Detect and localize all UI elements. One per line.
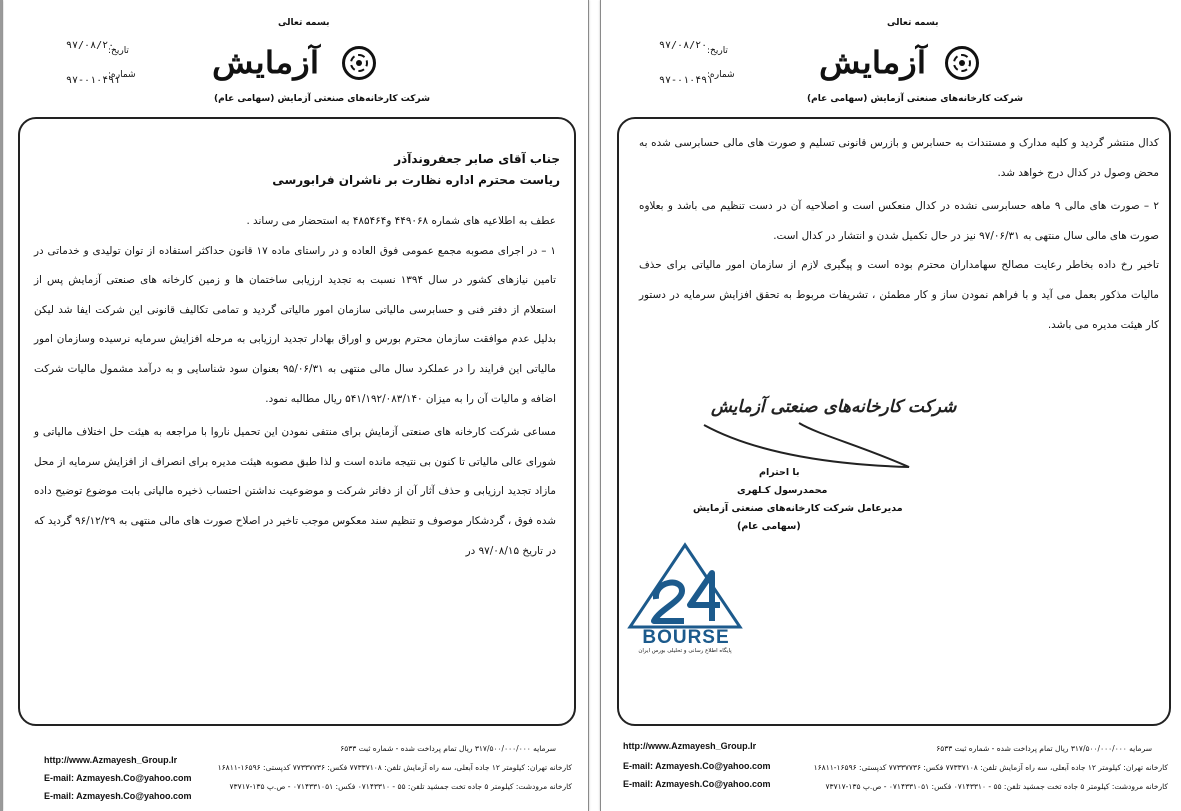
addressee-block — [40, 149, 560, 191]
letter-page-1 — [4, 0, 589, 811]
letter-body-text — [639, 129, 1159, 340]
footer-capital: سرمایه ۳۱۷/۵۰۰/۰۰۰/۰۰۰ ریال تمام پرداخت شده - شماره ثبت ۶۵۳۳ — [936, 744, 1152, 753]
company-type: (سهامی عام) — [737, 521, 801, 532]
addressee-title: ریاست محترم اداره نظارت بر ناشران فرابورسی — [272, 173, 560, 187]
letter-page-2 — [600, 0, 1181, 811]
footer-email-link-2[interactable]: E-mail: Azmayesh.Co@yahoo.com — [623, 779, 771, 789]
footer-website-link[interactable]: http://www.Azmayesh_Group.Ir — [623, 741, 757, 751]
paragraph-efforts: مساعی شرکت کارخانه های صنعتی آزمایش برای منتفی نمودن این تحمیل ناروا با مراجعه به هیئت حل اختلاف مالیاتی و شورای عالی مالیاتی تا کنون بی نتیجه مانده است و لذا طبق مصوبه هیئت مدیره برای انصراف از افزایش سرمایه از محل مازاد تجدید ارزیابی و حذف آثار آن از دفاتر شرکت و موضوعیت نداشتن احتساب ذخیره مالیاتی بابت موضوع توضیح داده شده فوق ، گردشکار موصوف و تنظیم سند معکوس موجب تاخیر در اصلاح صورت های مالی منتهی به ۹۶/۱۲/۲۹ گردید که در تاریخ ۹۷/۰۸/۱۵ در — [34, 426, 556, 557]
letter-body-frame — [18, 117, 576, 726]
paragraph-delay: تاخیر رخ داده بخاطر رعایت مصالح سهامداران محترم بوده است و پیگیری لازم از سازمان امور مالیاتی برای حذف مالیات مذکور بعمل می آید و با فراهم نمودن ساز و کار مطمئن ، تشریفات مربوط به تحقق افزایش سرمایه در دستور کار هیئت مدیره می باشد. — [639, 259, 1159, 331]
signatory-name: محمدرسول کـلهری — [737, 485, 828, 496]
date-label: تاریخ: — [707, 46, 728, 56]
footer-capital: سرمایه ۳۱۷/۵۰۰/۰۰۰/۰۰۰ ریال تمام پرداخت شده - شماره ثبت ۶۵۳۳ — [340, 744, 556, 753]
footer-factory-marvdasht: کارخانه مرودشت: کیلومتر ۵ جاده تخت جمشید تلفن: ۵۵ - ۰۷۱۴۳۳۱۰ فکس: ۰۷۱۴۳۳۱۰۵۱ - ص.پ ۱۳۵-۷۳۷۱۷ — [825, 782, 1168, 791]
company-subtitle: شرکت کارخانه‌های صنعتی آزمایش (سهامی عام) — [807, 94, 1023, 104]
number-value: ۹۷-۰۱۰۴۹۱ — [659, 75, 714, 86]
paragraph-item-1: ۱ – در اجرای مصوبه مجمع عمومی فوق العاده و در راستای ماده ۱۷ قانون حداکثر استفاده از توان تولیدی و خدماتی در تامین نیازهای کشور در سال ۱۳۹۴ نسبت به تجدید ارزیابی ساختمان ها و زمین کارخانه های صنعتی آزمایش پس از استعلام از دفتر فنی و حسابرسی مالیاتی سازمان امور مالیاتی گردید و تمامی تکالیف قانونی این شرکت ایفا شد لیکن بدلیل عدم موافقت سازمان محترم بورس و اوراق بهادار تجدید ارزیابی به مرحله افزایش سرمایه نرسیده وسازمان امور مالیاتی این فرایند را در عملکرد سال مالی منتهی به ۹۵/۰۶/۳۱ بعنوان سود شناسایی و به درآمد مشمول مالیات شرکت اضافه و مالیات آن را به میزان ۵۴۱/۱۹۲/۰۸۳/۱۴۰ ریال مطالبه نمود. — [34, 244, 556, 405]
company-seal-icon — [945, 46, 979, 80]
bourse-brand-text: BOURSE — [642, 627, 730, 648]
company-stamp-signature: شرکت کارخانه‌های صنعتی آزمایش — [711, 397, 957, 417]
company-logo-wordmark: آزمایش — [212, 45, 320, 81]
signatory-title: مدیرعامل شرکت کارخانه‌های صنعتی آزمایش — [693, 503, 903, 514]
footer-website-link[interactable]: http://www.Azmayesh_Group.Ir — [44, 755, 178, 765]
paragraph-reference: عطف به اطلاعیه های شماره ۴۴۹۰۶۸ و۴۸۵۴۶۴ به استحضار می رساند . — [246, 215, 556, 227]
paragraph-item-2: ۲ – صورت های مالی ۹ ماهه حسابرسی نشده در کدال منعکس است و اصلاحیه آن در دست تنظیم می باشد و بعلاوه صورت های مالی سال منتهی به ۹۷/۰۶/۳۱ نیز در حال تکمیل شدن و انتشار در کدال است. — [639, 200, 1159, 242]
closing-regards: با احترام — [759, 467, 800, 478]
footer-email-link[interactable]: E-mail: Azmayesh.Co@yahoo.com — [623, 761, 771, 771]
footer-factory-tehran: کارخانه تهران: کیلومتر ۱۲ جاده آبعلی، سه راه آزمایش تلفن: ۷۷۳۳۷۱۰۸ فکس: ۷۷۳۳۷۷۳۶ کدپستی: ۱۶۵۹۶-۱۶۸۱۱ — [813, 763, 1168, 772]
company-logo-wordmark: آزمایش — [819, 45, 927, 81]
footer-email-link-2[interactable]: E-mail: Azmayesh.Co@yahoo.com — [44, 791, 192, 801]
number-value: ۹۷-۰۱۰۴۹۱ — [66, 75, 121, 86]
signature-stroke-icon — [699, 415, 919, 475]
bourse-tagline: پایگاه اطلاع رسانی و تحلیلی بورس ایران — [638, 648, 732, 654]
number-label: شماره: — [707, 70, 735, 80]
viewer-edge — [0, 0, 3, 811]
bismillah-header: بسمه تعالی — [887, 18, 939, 28]
date-label: تاریخ: — [108, 46, 129, 56]
bourse24-logo-icon — [620, 537, 750, 629]
footer-email-link[interactable]: E-mail: Azmayesh.Co@yahoo.com — [44, 773, 192, 783]
number-label: شماره: — [108, 70, 136, 80]
letter-body-text — [34, 207, 556, 566]
date-value: ۹۷/۰۸/۲۰ — [659, 40, 708, 51]
company-seal-icon — [342, 46, 376, 80]
bourse24-watermark — [620, 537, 750, 663]
paragraph-codal: کدال منتشر گردید و کلیه مدارک و مستندات به حسابرس و بازرس قانونی تسلیم و صورت های مالی حسابرسی شده به محض وصول در کدال درج خواهد شد. — [639, 137, 1159, 179]
footer-factory-marvdasht: کارخانه مرودشت: کیلومتر ۵ جاده تخت جمشید تلفن: ۵۵ - ۰۷۱۴۳۳۱۰ فکس: ۰۷۱۴۳۳۱۰۵۱ - ص.پ ۱۳۵-۷۳۷۱۷ — [229, 782, 572, 791]
bismillah-header: بسمه تعالی — [278, 18, 330, 28]
company-subtitle: شرکت کارخانه‌های صنعتی آزمایش (سهامی عام) — [214, 94, 430, 104]
addressee-name: جناب آقای صابر جعفروندآذر — [394, 152, 560, 166]
date-value: ۹۷/۰۸/۲۰ — [66, 40, 115, 51]
footer-factory-tehran: کارخانه تهران: کیلومتر ۱۲ جاده آبعلی، سه راه آزمایش تلفن: ۷۷۳۳۷۱۰۸ فکس: ۷۷۳۳۷۷۳۶ کدپستی: ۱۶۵۹۶-۱۶۸۱۱ — [217, 763, 572, 772]
